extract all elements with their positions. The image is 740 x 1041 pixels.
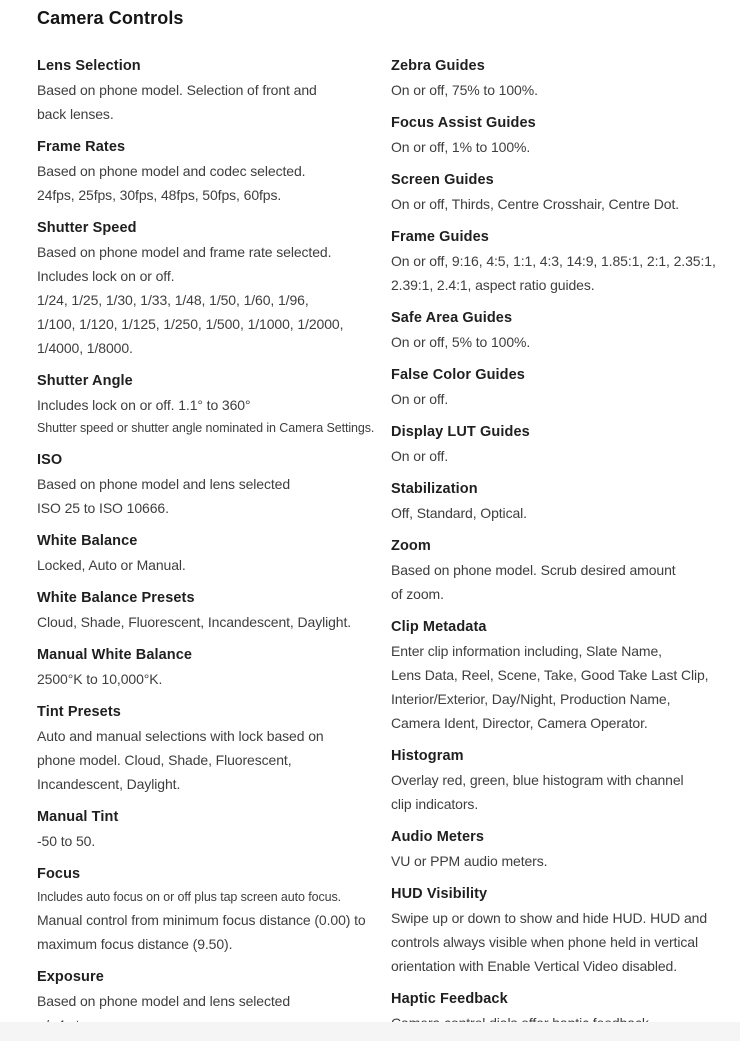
section-heading: Lens Selection [37, 58, 141, 74]
section-body-line: Enter clip information including, Slate Name, [391, 643, 662, 659]
section-body-line: 2500°K to 10,000°K. [37, 671, 163, 687]
section-false-color-guides [391, 363, 731, 411]
section-zoom [391, 534, 731, 606]
section-body-line: -50 to 50. [37, 833, 96, 849]
left-column [37, 54, 391, 1041]
section-body-line: maximum focus distance (9.50). [37, 936, 233, 952]
section-heading: Zebra Guides [391, 58, 485, 74]
section-stabilization [391, 477, 731, 525]
section-body-line: Shutter speed or shutter angle nominated in Camera Settings. [37, 421, 375, 435]
two-column-layout [37, 54, 740, 1041]
section-body-line: 24fps, 25fps, 30fps, 48fps, 50fps, 60fps. [37, 187, 282, 203]
section-heading: Stabilization [391, 481, 478, 497]
section-body-line: Based on phone model. Selection of front and [37, 82, 317, 98]
section-body-line: phone model. Cloud, Shade, Fluorescent, [37, 752, 292, 768]
section-shutter-angle [37, 369, 391, 439]
section-body-line: On or off, 75% to 100%. [391, 82, 538, 98]
section-tint-presets [37, 700, 391, 796]
right-column [391, 54, 731, 1041]
section-heading: Manual White Balance [37, 647, 193, 663]
section-heading: Manual Tint [37, 809, 119, 825]
section-shutter-speed [37, 216, 391, 360]
section-body-line: controls always visible when phone held in vertical [391, 934, 698, 950]
section-frame-guides [391, 225, 731, 297]
section-heading: Audio Meters [391, 829, 485, 845]
section-heading: White Balance Presets [37, 590, 195, 606]
section-heading: Shutter Angle [37, 373, 133, 389]
section-heading: Safe Area Guides [391, 310, 513, 326]
section-body-line: Swipe up or down to show and hide HUD. HUD and [391, 910, 708, 926]
section-body-line: Camera Ident, Director, Camera Operator. [391, 715, 648, 731]
section-histogram [391, 744, 731, 816]
section-heading: Histogram [391, 748, 464, 764]
section-body-line: ISO 25 to ISO 10666. [37, 500, 169, 516]
section-body-line: Off, Standard, Optical. [391, 505, 527, 521]
section-heading: ISO [37, 452, 63, 468]
section-body-line: orientation with Enable Vertical Video disabled. [391, 958, 678, 974]
section-body-line: On or off. [391, 448, 449, 464]
section-body-line: 1/4000, 1/8000. [37, 340, 133, 356]
section-body-line: On or off, 1% to 100%. [391, 139, 531, 155]
section-hud-visibility [391, 882, 731, 978]
section-heading: Frame Guides [391, 229, 489, 245]
section-body-line: Includes lock on or off. [37, 268, 175, 284]
section-body-line: On or off, 5% to 100%. [391, 334, 531, 350]
section-body-line: Manual control from minimum focus distance (0.00) to [37, 912, 366, 928]
section-safe-area-guides [391, 306, 731, 354]
section-clip-metadata [391, 615, 731, 735]
section-heading: HUD Visibility [391, 886, 488, 902]
section-heading: Clip Metadata [391, 619, 487, 635]
page-title: Camera Controls [37, 8, 184, 28]
next-section-band [0, 1022, 740, 1041]
section-white-balance [37, 529, 391, 577]
section-heading: Focus Assist Guides [391, 115, 536, 131]
section-body-line: Based on phone model and lens selected [37, 993, 291, 1009]
section-body-line: Based on phone model and frame rate selected. [37, 244, 332, 260]
section-body-line: Auto and manual selections with lock based on [37, 728, 324, 744]
section-heading: White Balance [37, 533, 138, 549]
section-heading: Tint Presets [37, 704, 121, 720]
section-audio-meters [391, 825, 731, 873]
section-display-lut-guides [391, 420, 731, 468]
section-frame-rates [37, 135, 391, 207]
section-focus [37, 862, 391, 956]
section-screen-guides [391, 168, 731, 216]
section-body-line: clip indicators. [391, 796, 479, 812]
section-heading: Exposure [37, 969, 104, 985]
section-iso [37, 448, 391, 520]
section-body-line: Includes lock on or off. 1.1° to 360° [37, 397, 251, 413]
section-white-balance-presets [37, 586, 391, 634]
section-body-line: Based on phone model. Scrub desired amount [391, 562, 676, 578]
section-body-line: Based on phone model and codec selected. [37, 163, 306, 179]
section-body-line: 2.39:1, 2.4:1, aspect ratio guides. [391, 277, 595, 293]
section-body-line: On or off. [391, 391, 449, 407]
section-body-line: Overlay red, green, blue histogram with channel [391, 772, 684, 788]
section-lens-selection [37, 54, 391, 126]
section-body-line: On or off, Thirds, Centre Crosshair, Centre Dot. [391, 196, 680, 212]
section-heading: Haptic Feedback [391, 991, 508, 1007]
section-body-line: back lenses. [37, 106, 114, 122]
section-heading: Focus [37, 866, 81, 882]
section-body-line: Lens Data, Reel, Scene, Take, Good Take Last Clip, [391, 667, 709, 683]
section-body-line: Interior/Exterior, Day/Night, Production Name, [391, 691, 671, 707]
section-manual-white-balance [37, 643, 391, 691]
section-body-line: VU or PPM audio meters. [391, 853, 548, 869]
section-zebra-guides [391, 54, 731, 102]
section-heading: Shutter Speed [37, 220, 137, 236]
section-heading: Display LUT Guides [391, 424, 530, 440]
section-heading: False Color Guides [391, 367, 525, 383]
section-heading: Frame Rates [37, 139, 126, 155]
section-body-line: 1/100, 1/120, 1/125, 1/250, 1/500, 1/1000, 1/2000, [37, 316, 344, 332]
section-heading: Zoom [391, 538, 431, 554]
section-body-line: Incandescent, Daylight. [37, 776, 181, 792]
section-body-line: Based on phone model and lens selected [37, 476, 291, 492]
section-body-line: On or off, 9:16, 4:5, 1:1, 4:3, 14:9, 1.85:1, 2:1, 2.35:1, [391, 253, 716, 269]
section-body-line: 1/24, 1/25, 1/30, 1/33, 1/48, 1/50, 1/60, 1/96, [37, 292, 309, 308]
section-body-line: Locked, Auto or Manual. [37, 557, 186, 573]
section-body-line: Cloud, Shade, Fluorescent, Incandescent, Daylight. [37, 614, 352, 630]
section-manual-tint [37, 805, 391, 853]
section-body-line: of zoom. [391, 586, 444, 602]
section-body-line: Includes auto focus on or off plus tap screen auto focus. [37, 890, 341, 904]
section-heading: Screen Guides [391, 172, 494, 188]
section-focus-assist-guides [391, 111, 731, 159]
